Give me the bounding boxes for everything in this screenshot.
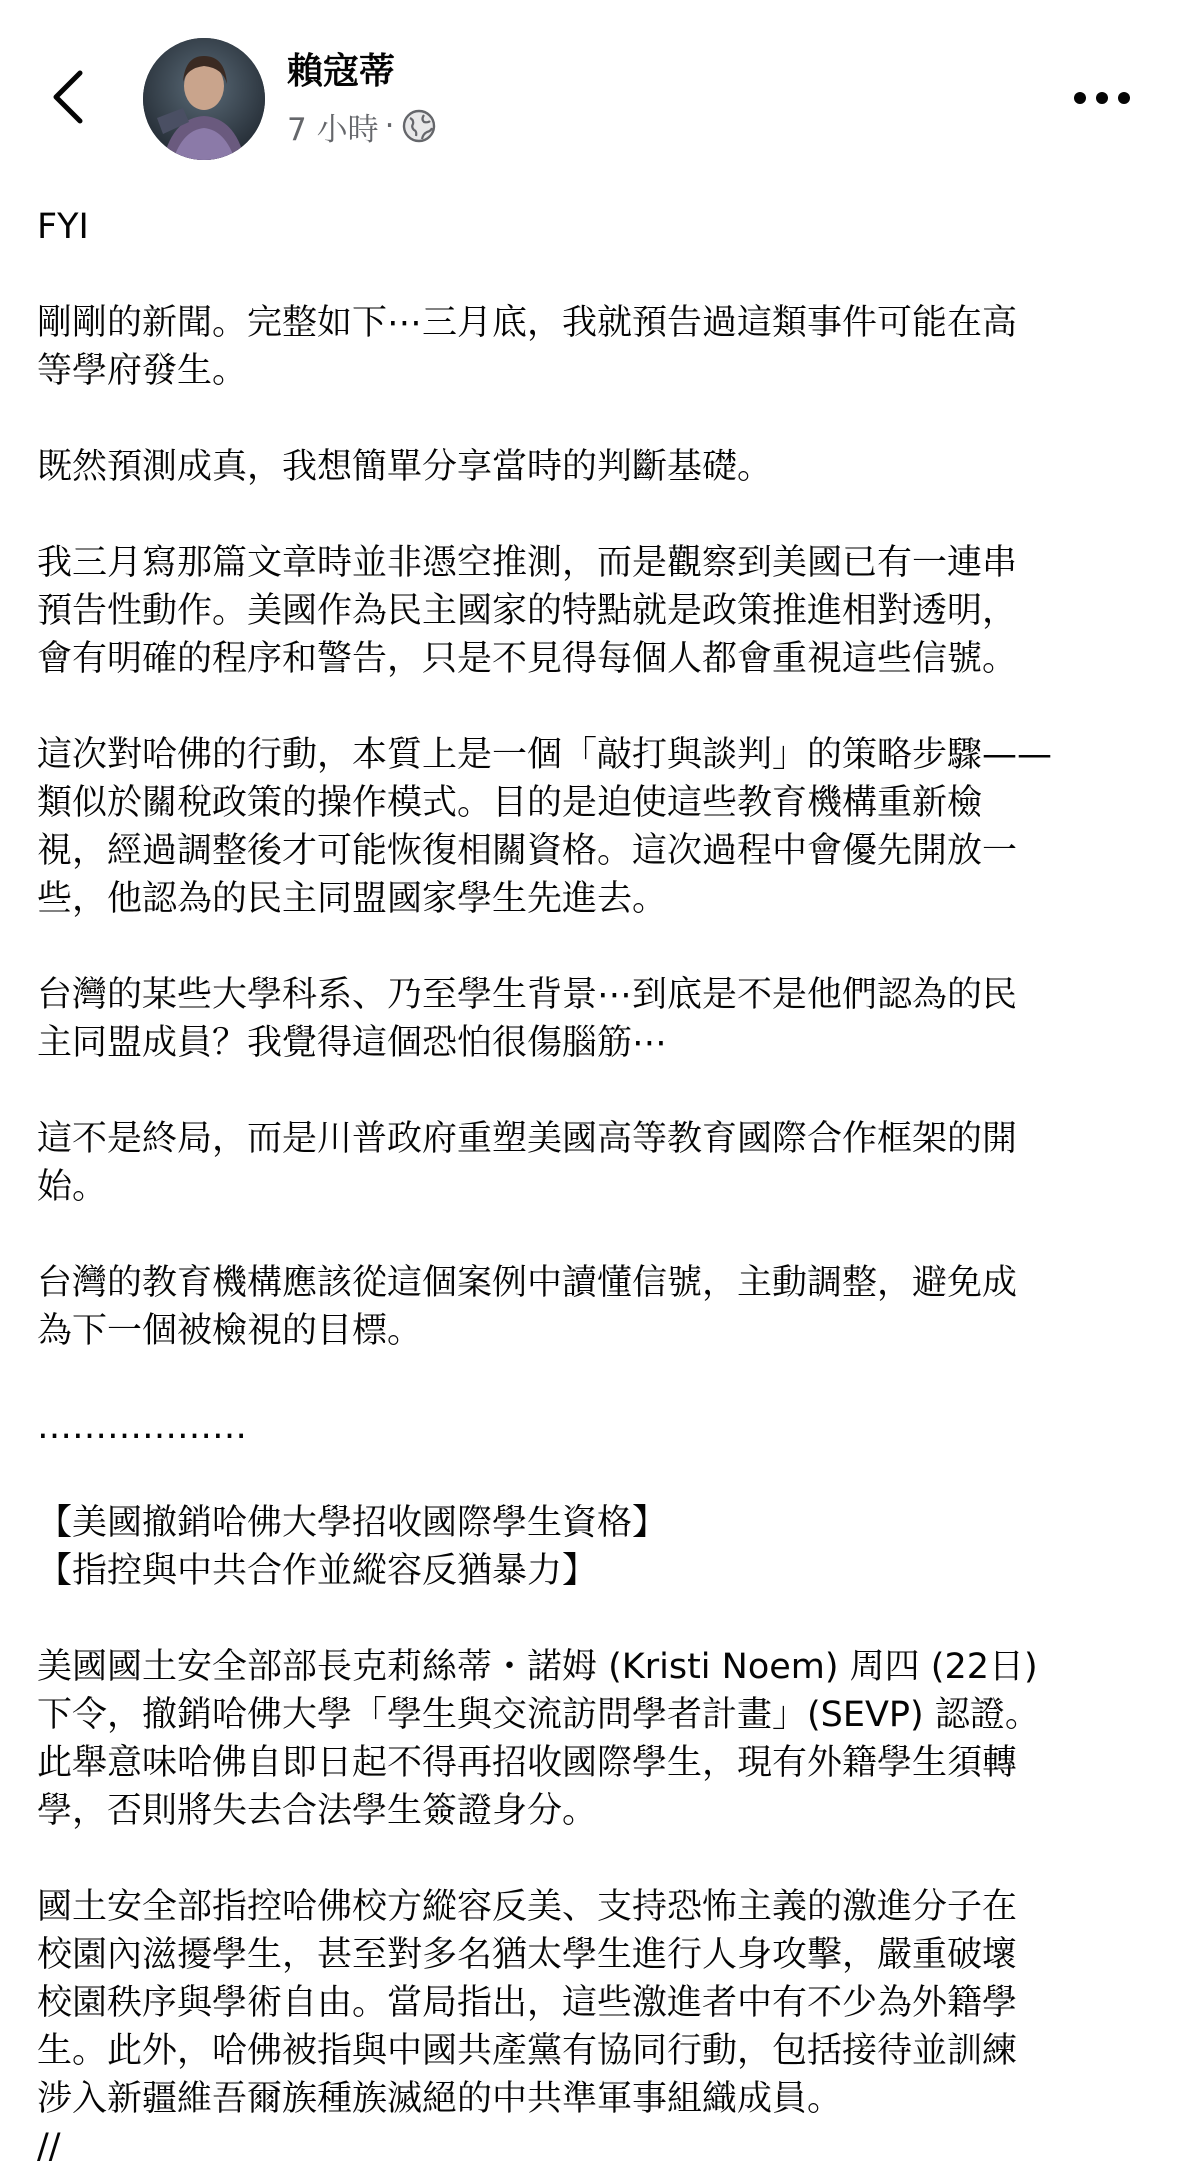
text-line: 會有明確的程序和警告，只是不見得每個人都會重視這些信號。: [37, 639, 1018, 679]
paragraph: [37, 203, 1147, 251]
text-line: 【美國撤銷哈佛大學招收國際學生資格】: [37, 1503, 668, 1543]
paragraph: [37, 1115, 1147, 1211]
text-line: 主同盟成員？我覺得這個恐怕很傷腦筋⋯: [37, 1023, 668, 1063]
text-line: 我三月寫那篇文章時並非憑空推測，而是觀察到美國已有一連串: [37, 543, 1018, 583]
back-button[interactable]: [40, 62, 96, 132]
text-line: 始。: [37, 1167, 108, 1207]
paragraph: [37, 971, 1147, 1067]
text-line: 【指控與中共合作並縱容反猶暴力】: [37, 1551, 598, 1591]
text-line: 等學府發生。: [37, 351, 248, 391]
paragraph: [37, 1883, 1147, 2171]
paragraph: [37, 1499, 1147, 1595]
paragraph: [37, 443, 1147, 491]
text-line: 校園秩序與學術自由。當局指出，這些激進者中有不少為外籍學: [37, 1983, 1018, 2023]
text-line: 下令，撤銷哈佛大學「學生與交流訪問學者計畫」(SEVP) 認證。: [37, 1695, 1040, 1735]
text-line: 類似於關稅政策的操作模式。目的是迫使這些教育機構重新檢: [37, 783, 983, 823]
text-line: 些，他認為的民主同盟國家學生先進去。: [37, 879, 668, 919]
globe-icon: [402, 109, 436, 143]
post-header: [0, 0, 1179, 200]
post-body: [37, 203, 1147, 2171]
author-name[interactable]: 賴寇蒂: [287, 51, 396, 92]
text-line: //: [37, 2127, 61, 2167]
text-line: FYI: [37, 207, 89, 247]
paragraph: [37, 731, 1147, 923]
avatar[interactable]: [143, 38, 265, 160]
post-timestamp[interactable]: 7 小時: [287, 111, 379, 148]
text-line: 台灣的某些大學科系、乃至學生背景⋯到底是不是他們認為的民: [37, 975, 1018, 1015]
text-line: 台灣的教育機構應該從這個案例中讀懂信號，主動調整，避免成: [37, 1263, 1018, 1303]
text-line: 這次對哈佛的行動，本質上是一個「敲打與談判」的策略步驟——: [37, 735, 1053, 775]
more-horizontal-icon: [1072, 90, 1132, 106]
paragraph: [37, 1403, 1147, 1451]
text-line: 學，否則將失去合法學生簽證身分。: [37, 1791, 598, 1831]
text-line: 涉入新疆維吾爾族種族滅絕的中共準軍事組織成員。: [37, 2079, 843, 2119]
paragraph: [37, 1643, 1147, 1835]
meta-separator: ·: [384, 108, 395, 144]
text-line: 生。此外，哈佛被指與中國共產黨有協同行動，包括接待並訓練: [37, 2031, 1018, 2071]
text-line: 國土安全部指控哈佛校方縱容反美、支持恐怖主義的激進分子在: [37, 1887, 1018, 1927]
text-line: ………………: [37, 1407, 247, 1447]
text-line: 校園內滋擾學生，甚至對多名猶太學生進行人身攻擊，嚴重破壞: [37, 1935, 1018, 1975]
text-line: 為下一個被檢視的目標。: [37, 1311, 423, 1351]
text-line: 視，經過調整後才可能恢復相關資格。這次過程中會優先開放一: [37, 831, 1018, 871]
text-line: 此舉意味哈佛自即日起不得再招收國際學生，現有外籍學生須轉: [37, 1743, 1018, 1783]
more-options-button[interactable]: [1070, 80, 1134, 116]
chevron-left-icon: [48, 67, 88, 127]
text-line: 既然預測成真，我想簡單分享當時的判斷基礎。: [37, 447, 773, 487]
text-line: 美國國土安全部部長克莉絲蒂・諾姆 (Kristi Noem) 周四 (22日): [37, 1647, 1038, 1687]
paragraph: [37, 299, 1147, 395]
paragraph: [37, 539, 1147, 683]
text-line: 剛剛的新聞。完整如下⋯三月底，我就預告過這類事件可能在高: [37, 303, 1018, 343]
post-meta: [287, 106, 436, 146]
text-line: 預告性動作。美國作為民主國家的特點就是政策推進相對透明，: [37, 591, 1018, 631]
text-line: 這不是終局，而是川普政府重塑美國高等教育國際合作框架的開: [37, 1119, 1018, 1159]
paragraph: [37, 1259, 1147, 1355]
